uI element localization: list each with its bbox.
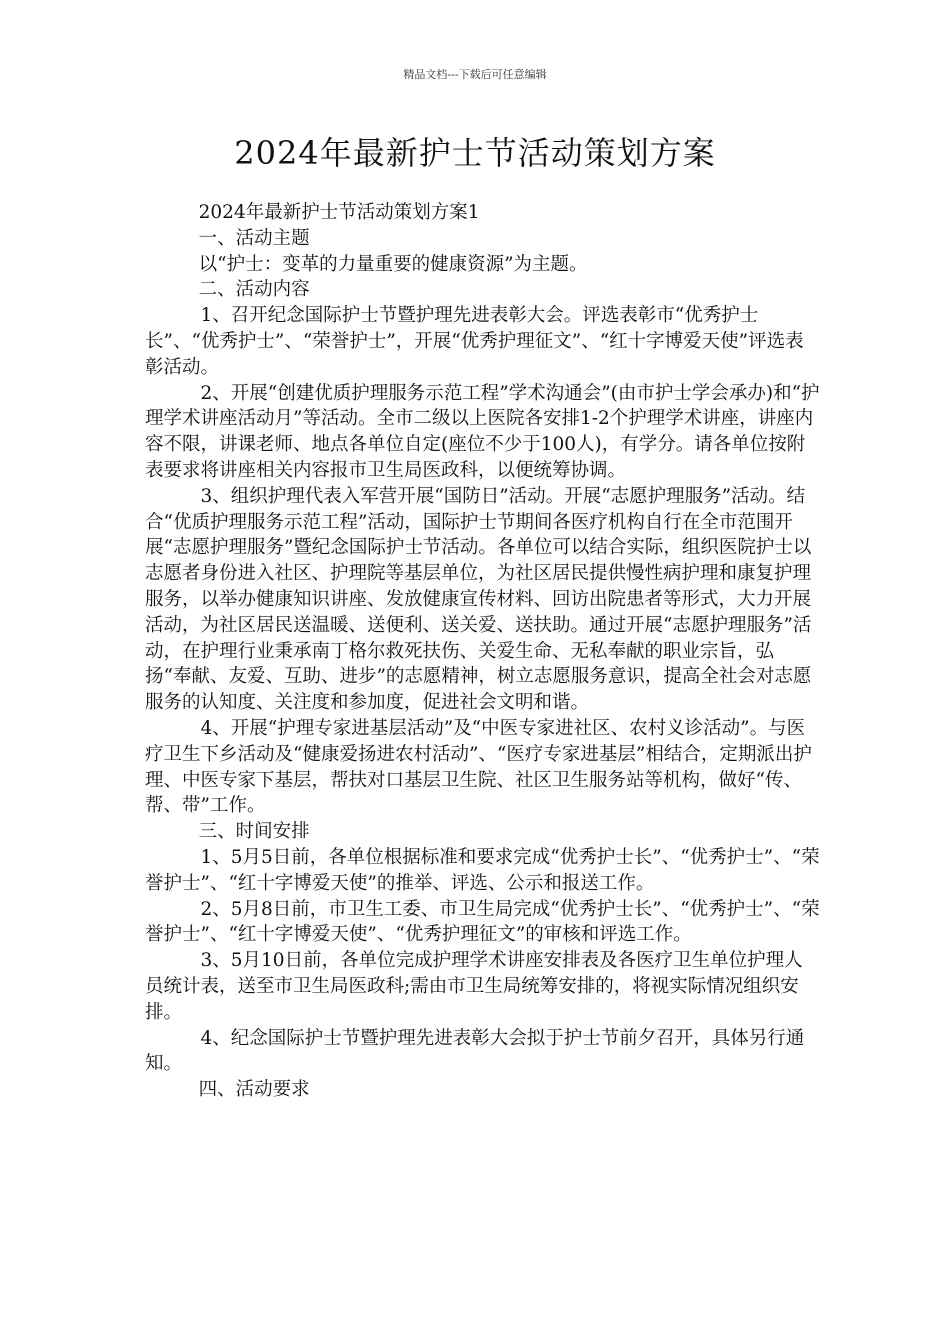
- paragraph-theme: 以“护士：变革的力量重要的健康资源”为主题。: [198, 253, 588, 275]
- document-title: 2024年最新护士节活动策划方案: [234, 134, 716, 172]
- header-note: 精品文档---下载后可任意编辑: [403, 68, 547, 81]
- paragraph-schedule-3: 3、5月10日前，各单位完成护理学术讲座安排表及各医疗卫生单位护理人员统计表，送至市卫生局医政科;需由市卫生局统筹安排的，将视实际情况组织安排。: [145, 950, 803, 1023]
- section-heading-schedule: 三、时间安排: [198, 821, 310, 843]
- section-heading-requirements: 四、活动要求: [198, 1079, 310, 1101]
- paragraph-content-3: 3、组织护理代表入军营开展“国防日”活动。开展“志愿护理服务”活动。结合“优质护理服务示范工程”活动，国际护士节期间各医疗机构自行在全市范围开展“志愿护理服务”暨纪念国际护士节活动。各单位可以结合实际，组织医院护士以志愿者身份进入社区、护理院等基层单位，为社区居民提供慢性病护理和康复护理服务，以举办健康知识讲座、发放健康宣传材料、回访出院患者等形式，大力开展活动，为社区居民送温暖、送便利、送关爱、送扶助。通过开展“志愿护理服务”活动，在护理行业秉承南丁格尔救死扶伤、关爱生命、无私奉献的职业宗旨，弘扬“奉献、友爱、互助、进步”的志愿精神，树立志愿服务意识，提高全社会对志愿服务的认知度、关注度和参加度，促进社会文明和谐。: [145, 485, 812, 714]
- paragraph-schedule-2: 2、5月8日前，市卫生工委、市卫生局完成“优秀护士长”、“优秀护士”、“荣誉护士”、“红十字博爱天使”、“优秀护理征文”的审核和评选工作。: [145, 898, 820, 946]
- paragraph-content-4: 4、开展“护理专家进基层活动”及“中医专家进社区、农村义诊活动”。与医疗卫生下乡活动及“健康爱扬进农村活动”、“医疗专家进基层”相结合，定期派出护理、中医专家下基层，帮扶对口基层卫生院、社区卫生服务站等机构，做好“传、帮、带”工作。: [145, 717, 812, 817]
- paragraph-content-1: 1、召开纪念国际护士节暨护理先进表彰大会。评选表彰市“优秀护士长”、“优秀护士”、“荣誉护士”，开展“优秀护理征文”、“红十字博爱天使”评选表彰活动。: [145, 305, 804, 378]
- paragraph-schedule-4: 4、纪念国际护士节暨护理先进表彰大会拟于护士节前夕召开，具体另行通知。: [145, 1027, 805, 1075]
- section-heading-content: 二、活动内容: [198, 279, 310, 301]
- paragraph-content-2: 2、开展“创建优质护理服务示范工程”学术沟通会”(由市护士学会承办)和“护理学术讲座活动月”等活动。全市二级以上医院各安排1-2个护理学术讲座，讲座内容不限，讲课老师、地点各单位自定(座位不少于100人)，有学分。请各单位按附表要求将讲座相关内容报市卫生局医政科，以便统筹协调。: [145, 382, 820, 481]
- section-heading-theme: 一、活动主题: [198, 227, 310, 249]
- paragraph-subtitle: 2024年最新护士节活动策划方案1: [198, 202, 480, 223]
- paragraph-schedule-1: 1、5月5日前，各单位根据标准和要求完成“优秀护士长”、“优秀护士”、“荣誉护士”、“红十字博爱天使”的推举、评选、公示和报送工作。: [145, 846, 820, 894]
- document-body: [145, 200, 820, 1103]
